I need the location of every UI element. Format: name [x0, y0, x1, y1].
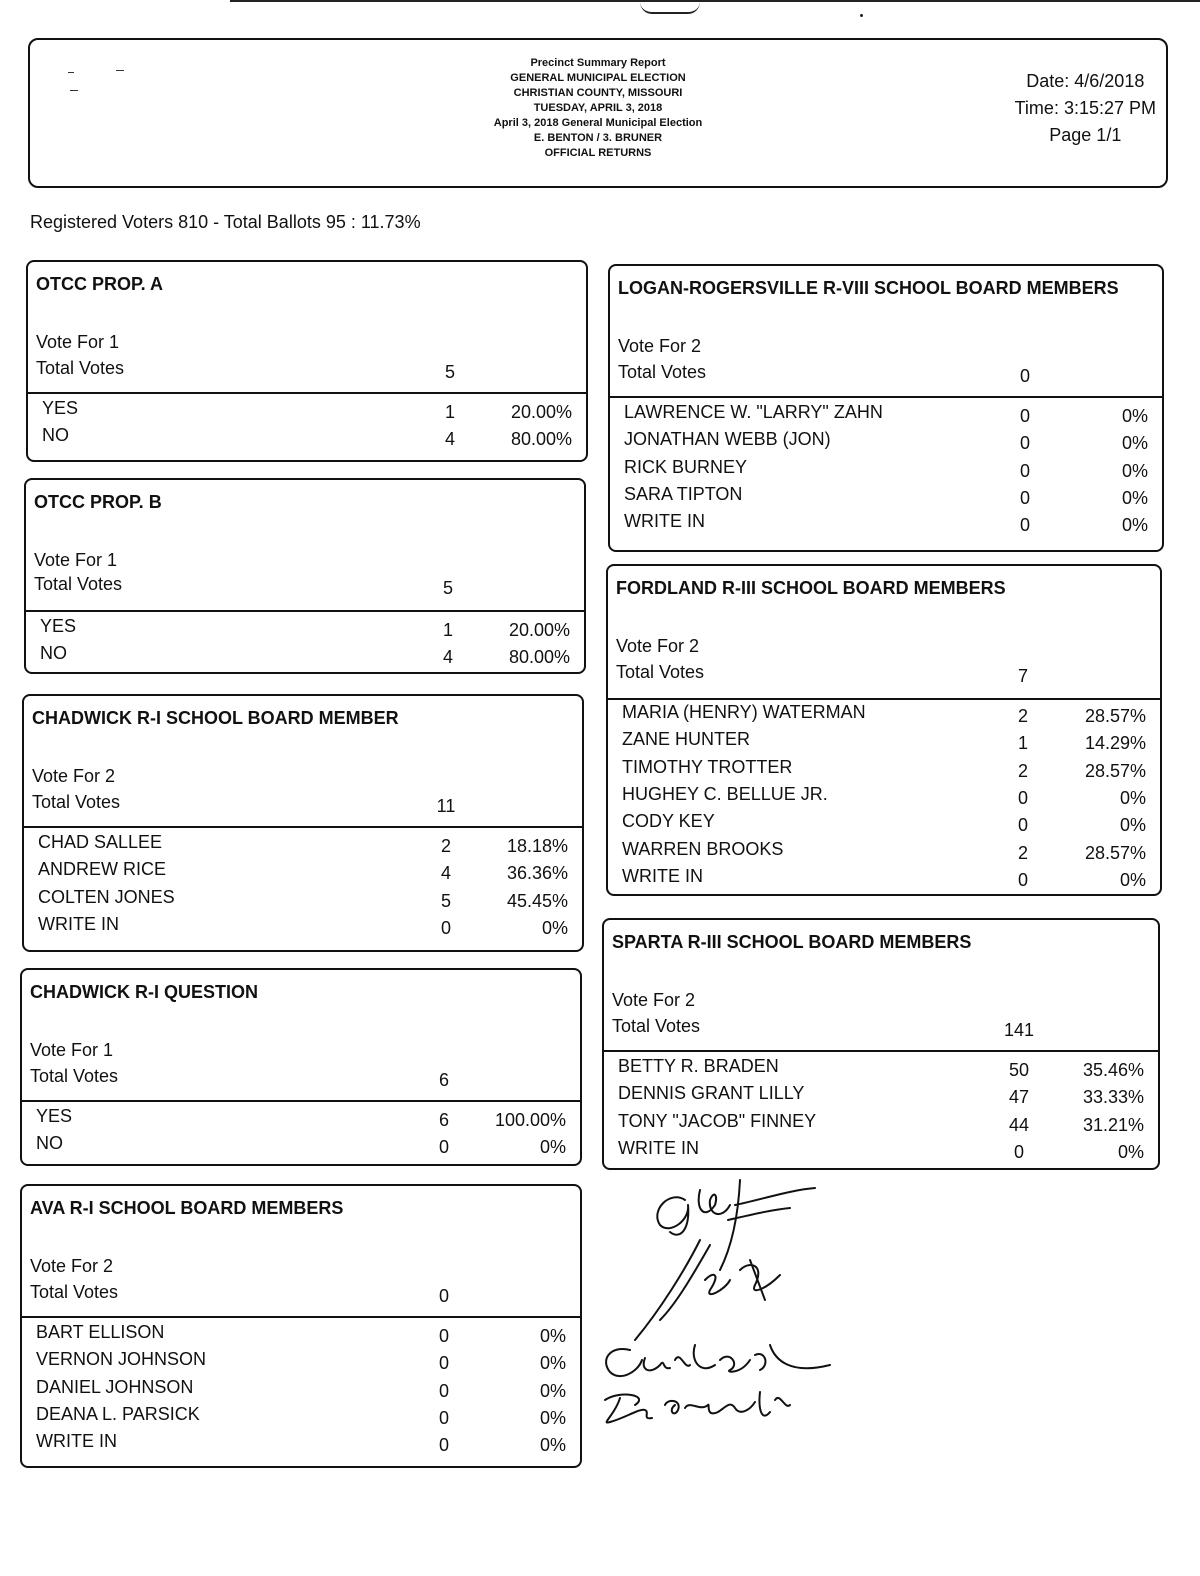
choice-name: COLTEN JONES — [38, 886, 175, 907]
report-date: Date: 4/6/2018 — [1026, 71, 1145, 91]
race-title: FORDLAND R-III SCHOOL BOARD MEMBERS — [616, 578, 1006, 598]
choice-percent: 20.00% — [510, 402, 572, 422]
registered-voters-summary: Registered Voters 810 - Total Ballots 95 : 11.73% — [30, 212, 421, 232]
vote-for-label: Vote For 1 — [34, 550, 118, 570]
choice-votes: 1 — [444, 402, 455, 422]
choice-row — [610, 402, 1162, 429]
choice-row — [22, 1404, 580, 1431]
race-title: OTCC PROP. B — [34, 492, 162, 512]
choice-name: NO — [36, 1133, 63, 1154]
choice-percent: 100.00% — [494, 1110, 566, 1130]
choice-votes: 47 — [1008, 1087, 1030, 1108]
choice-name: TONY "JACOB" FINNEY — [618, 1110, 817, 1131]
total-votes-label: Total Votes — [618, 362, 707, 382]
vote-for-label: Vote For 2 — [616, 636, 700, 656]
choice-name: CHAD SALLEE — [38, 832, 163, 852]
race-panel — [26, 260, 588, 462]
choice-percent: 0% — [1119, 815, 1146, 836]
choice-votes: 44 — [1008, 1114, 1030, 1135]
choice-percent: 0% — [539, 1137, 566, 1158]
choice-name: BETTY R. BRADEN — [618, 1056, 779, 1076]
choice-percent: 0% — [539, 1407, 566, 1428]
choice-row — [608, 729, 1160, 756]
choice-votes: 0 — [1019, 515, 1030, 536]
choice-percent: 45.45% — [506, 890, 568, 911]
choice-percent: 0% — [1117, 1141, 1144, 1162]
choice-votes: 0 — [438, 1137, 449, 1158]
choice-percent: 0% — [539, 1435, 566, 1456]
choice-percent: 0% — [1119, 787, 1146, 808]
choice-name: WRITE IN — [36, 1431, 117, 1452]
choice-row — [28, 398, 586, 425]
choice-name: NO — [40, 643, 67, 664]
section-divider — [22, 1100, 580, 1102]
choice-name: VERNON JOHNSON — [36, 1349, 207, 1370]
choice-percent: 0% — [1121, 433, 1148, 454]
choice-percent: 18.18% — [506, 836, 568, 856]
choice-percent: 0% — [1121, 487, 1148, 508]
choice-row — [26, 616, 584, 643]
choice-row — [608, 839, 1160, 866]
race-panel — [22, 694, 584, 952]
report-title-block — [30, 56, 1166, 161]
choice-votes: 0 — [1017, 815, 1028, 836]
choice-name: SARA TIPTON — [624, 483, 743, 504]
race-panel — [606, 564, 1162, 896]
choice-votes: 0 — [1019, 406, 1030, 426]
choice-name: NO — [42, 425, 69, 446]
total-votes-value: 141 — [1003, 1020, 1035, 1040]
choice-percent: 35.46% — [1082, 1060, 1144, 1080]
race-title: OTCC PROP. A — [36, 274, 164, 294]
vote-for-label: Vote For 2 — [32, 766, 116, 786]
race-panel — [24, 478, 586, 674]
choice-votes: 2 — [1017, 842, 1028, 863]
choice-votes: 2 — [1017, 706, 1028, 726]
choice-votes: 4 — [444, 429, 455, 450]
choice-votes: 0 — [1019, 433, 1030, 454]
section-divider — [28, 392, 586, 394]
total-votes-value: 11 — [436, 796, 456, 816]
choice-row — [28, 425, 586, 452]
choice-name: WRITE IN — [622, 865, 703, 886]
choice-name: WARREN BROOKS — [622, 838, 784, 859]
race-panel — [20, 968, 582, 1166]
section-divider — [604, 1050, 1158, 1052]
total-votes-value: 0 — [438, 1286, 449, 1306]
choice-percent: 0% — [539, 1353, 566, 1374]
total-votes-value: 0 — [1019, 366, 1030, 386]
choice-row — [604, 1111, 1158, 1138]
choice-votes: 50 — [1008, 1060, 1030, 1080]
vote-for-label: Vote For 2 — [618, 336, 702, 356]
page-top-mark — [640, 2, 700, 14]
choice-name: ZANE HUNTER — [622, 729, 751, 750]
total-votes-value: 5 — [442, 578, 453, 598]
precinct-name: E. BENTON / 3. BRUNER — [533, 132, 663, 144]
choice-votes: 0 — [438, 1380, 449, 1401]
vote-for-label: Vote For 1 — [36, 332, 120, 352]
choice-name: DEANA L. PARSICK — [36, 1403, 200, 1424]
choice-votes: 0 — [1019, 487, 1030, 508]
choice-row — [24, 859, 582, 886]
choice-percent: 14.29% — [1084, 733, 1146, 754]
total-votes-value: 5 — [444, 362, 455, 382]
choice-percent: 31.21% — [1082, 1114, 1144, 1135]
choice-name: CODY KEY — [622, 811, 715, 832]
choice-row — [604, 1056, 1158, 1083]
choice-name: YES — [42, 398, 79, 418]
choice-percent: 36.36% — [506, 863, 568, 884]
choice-row — [22, 1377, 580, 1404]
choice-row — [24, 887, 582, 914]
choice-row — [608, 702, 1160, 729]
race-panel — [20, 1184, 582, 1468]
choice-percent: 33.33% — [1082, 1087, 1144, 1108]
signatures — [590, 1160, 850, 1460]
choice-votes: 0 — [438, 1326, 449, 1346]
total-votes-label: Total Votes — [32, 792, 121, 812]
choice-percent: 20.00% — [508, 620, 570, 640]
race-panel — [602, 918, 1160, 1170]
choice-row — [22, 1106, 580, 1133]
choice-name: YES — [40, 616, 77, 636]
choice-percent: 0% — [1121, 406, 1148, 426]
choice-row — [608, 757, 1160, 784]
choice-row — [604, 1083, 1158, 1110]
choice-name: WRITE IN — [38, 913, 119, 934]
choice-votes: 5 — [440, 890, 451, 911]
total-votes-label: Total Votes — [612, 1016, 701, 1036]
choice-row — [24, 832, 582, 859]
choice-percent: 28.57% — [1084, 706, 1146, 726]
total-votes-label: Total Votes — [30, 1066, 119, 1086]
choice-row — [610, 429, 1162, 456]
choice-name: HUGHEY C. BELLUE JR. — [622, 783, 828, 804]
choice-name: DANIEL JOHNSON — [36, 1376, 194, 1397]
choice-votes: 0 — [1017, 869, 1028, 890]
choice-name: WRITE IN — [624, 511, 705, 532]
choice-name: LAWRENCE W. "LARRY" ZAHN — [624, 402, 883, 422]
choice-votes: 0 — [1013, 1141, 1024, 1162]
choice-votes: 0 — [438, 1353, 449, 1374]
total-votes-value: 6 — [438, 1070, 449, 1090]
report-time: Time: 3:15:27 PM — [1014, 98, 1156, 118]
choice-row — [22, 1349, 580, 1376]
choice-row — [24, 914, 582, 941]
section-divider — [610, 396, 1162, 398]
choice-votes: 0 — [438, 1407, 449, 1428]
vote-for-label: Vote For 2 — [30, 1256, 114, 1276]
choice-name: ANDREW RICE — [38, 859, 167, 880]
choice-name: YES — [36, 1106, 73, 1126]
election-name: GENERAL MUNICIPAL ELECTION — [510, 72, 686, 84]
race-title: SPARTA R-III SCHOOL BOARD MEMBERS — [612, 932, 972, 952]
total-votes-label: Total Votes — [616, 662, 705, 682]
choice-name: TIMOTHY TROTTER — [622, 756, 793, 777]
choice-row — [610, 484, 1162, 511]
choice-row — [608, 811, 1160, 838]
total-votes-label: Total Votes — [30, 1282, 119, 1302]
page-top-edge — [230, 0, 1200, 2]
returns-status: OFFICIAL RETURNS — [544, 147, 652, 159]
choice-row — [610, 511, 1162, 538]
choice-percent: 28.57% — [1084, 842, 1146, 863]
race-panel — [608, 264, 1164, 552]
section-divider — [24, 826, 582, 828]
choice-row — [22, 1431, 580, 1458]
section-divider — [26, 610, 584, 612]
county-name: CHRISTIAN COUNTY, MISSOURI — [513, 87, 683, 99]
choice-name: RICK BURNEY — [624, 456, 748, 477]
total-votes-label: Total Votes — [34, 574, 123, 594]
vote-for-label: Vote For 1 — [30, 1040, 114, 1060]
choice-votes: 6 — [438, 1110, 449, 1130]
report-header — [28, 38, 1168, 188]
choice-name: WRITE IN — [618, 1137, 699, 1158]
choice-votes: 0 — [440, 917, 451, 938]
choice-name: JONATHAN WEBB (JON) — [624, 429, 831, 450]
report-title: Precinct Summary Report — [530, 57, 666, 69]
vote-for-label: Vote For 2 — [612, 990, 696, 1010]
section-divider — [22, 1316, 580, 1318]
choice-percent: 0% — [1121, 460, 1148, 481]
choice-votes: 2 — [1017, 760, 1028, 781]
total-votes-value: 7 — [1017, 666, 1028, 686]
report-meta — [1015, 68, 1156, 149]
choice-votes: 1 — [1017, 733, 1028, 754]
choice-row — [22, 1322, 580, 1349]
choice-percent: 0% — [539, 1326, 566, 1346]
choice-percent: 80.00% — [508, 647, 570, 668]
choice-percent: 0% — [541, 917, 568, 938]
race-title: CHADWICK R-I SCHOOL BOARD MEMBER — [32, 708, 399, 728]
choice-row — [26, 643, 584, 670]
choice-percent: 80.00% — [510, 429, 572, 450]
race-title: LOGAN-ROGERSVILLE R-VIII SCHOOL BOARD MEMBERS — [618, 278, 1119, 298]
choice-votes: 0 — [438, 1435, 449, 1456]
choice-name: DENNIS GRANT LILLY — [618, 1083, 805, 1104]
choice-percent: 28.57% — [1084, 760, 1146, 781]
choice-percent: 0% — [1121, 515, 1148, 536]
choice-votes: 0 — [1017, 787, 1028, 808]
report-page: Page 1/1 — [1049, 125, 1122, 145]
election-description: April 3, 2018 General Municipal Election — [493, 117, 703, 129]
choice-name: MARIA (HENRY) WATERMAN — [622, 702, 866, 722]
election-day: TUESDAY, APRIL 3, 2018 — [533, 102, 663, 114]
choice-row — [608, 866, 1160, 893]
race-title: AVA R-I SCHOOL BOARD MEMBERS — [30, 1198, 344, 1218]
scan-speck — [860, 14, 863, 17]
total-votes-label: Total Votes — [36, 358, 125, 378]
choice-votes: 1 — [442, 620, 453, 640]
choice-row — [610, 457, 1162, 484]
choice-votes: 4 — [442, 647, 453, 668]
choice-percent: 0% — [539, 1380, 566, 1401]
choice-row — [608, 784, 1160, 811]
choice-votes: 2 — [440, 836, 451, 856]
choice-percent: 0% — [1119, 869, 1146, 890]
section-divider — [608, 698, 1160, 700]
choice-votes: 4 — [440, 863, 451, 884]
choice-votes: 0 — [1019, 460, 1030, 481]
choice-name: BART ELLISON — [36, 1322, 165, 1342]
choice-row — [22, 1133, 580, 1160]
race-title: CHADWICK R-I QUESTION — [30, 982, 258, 1002]
